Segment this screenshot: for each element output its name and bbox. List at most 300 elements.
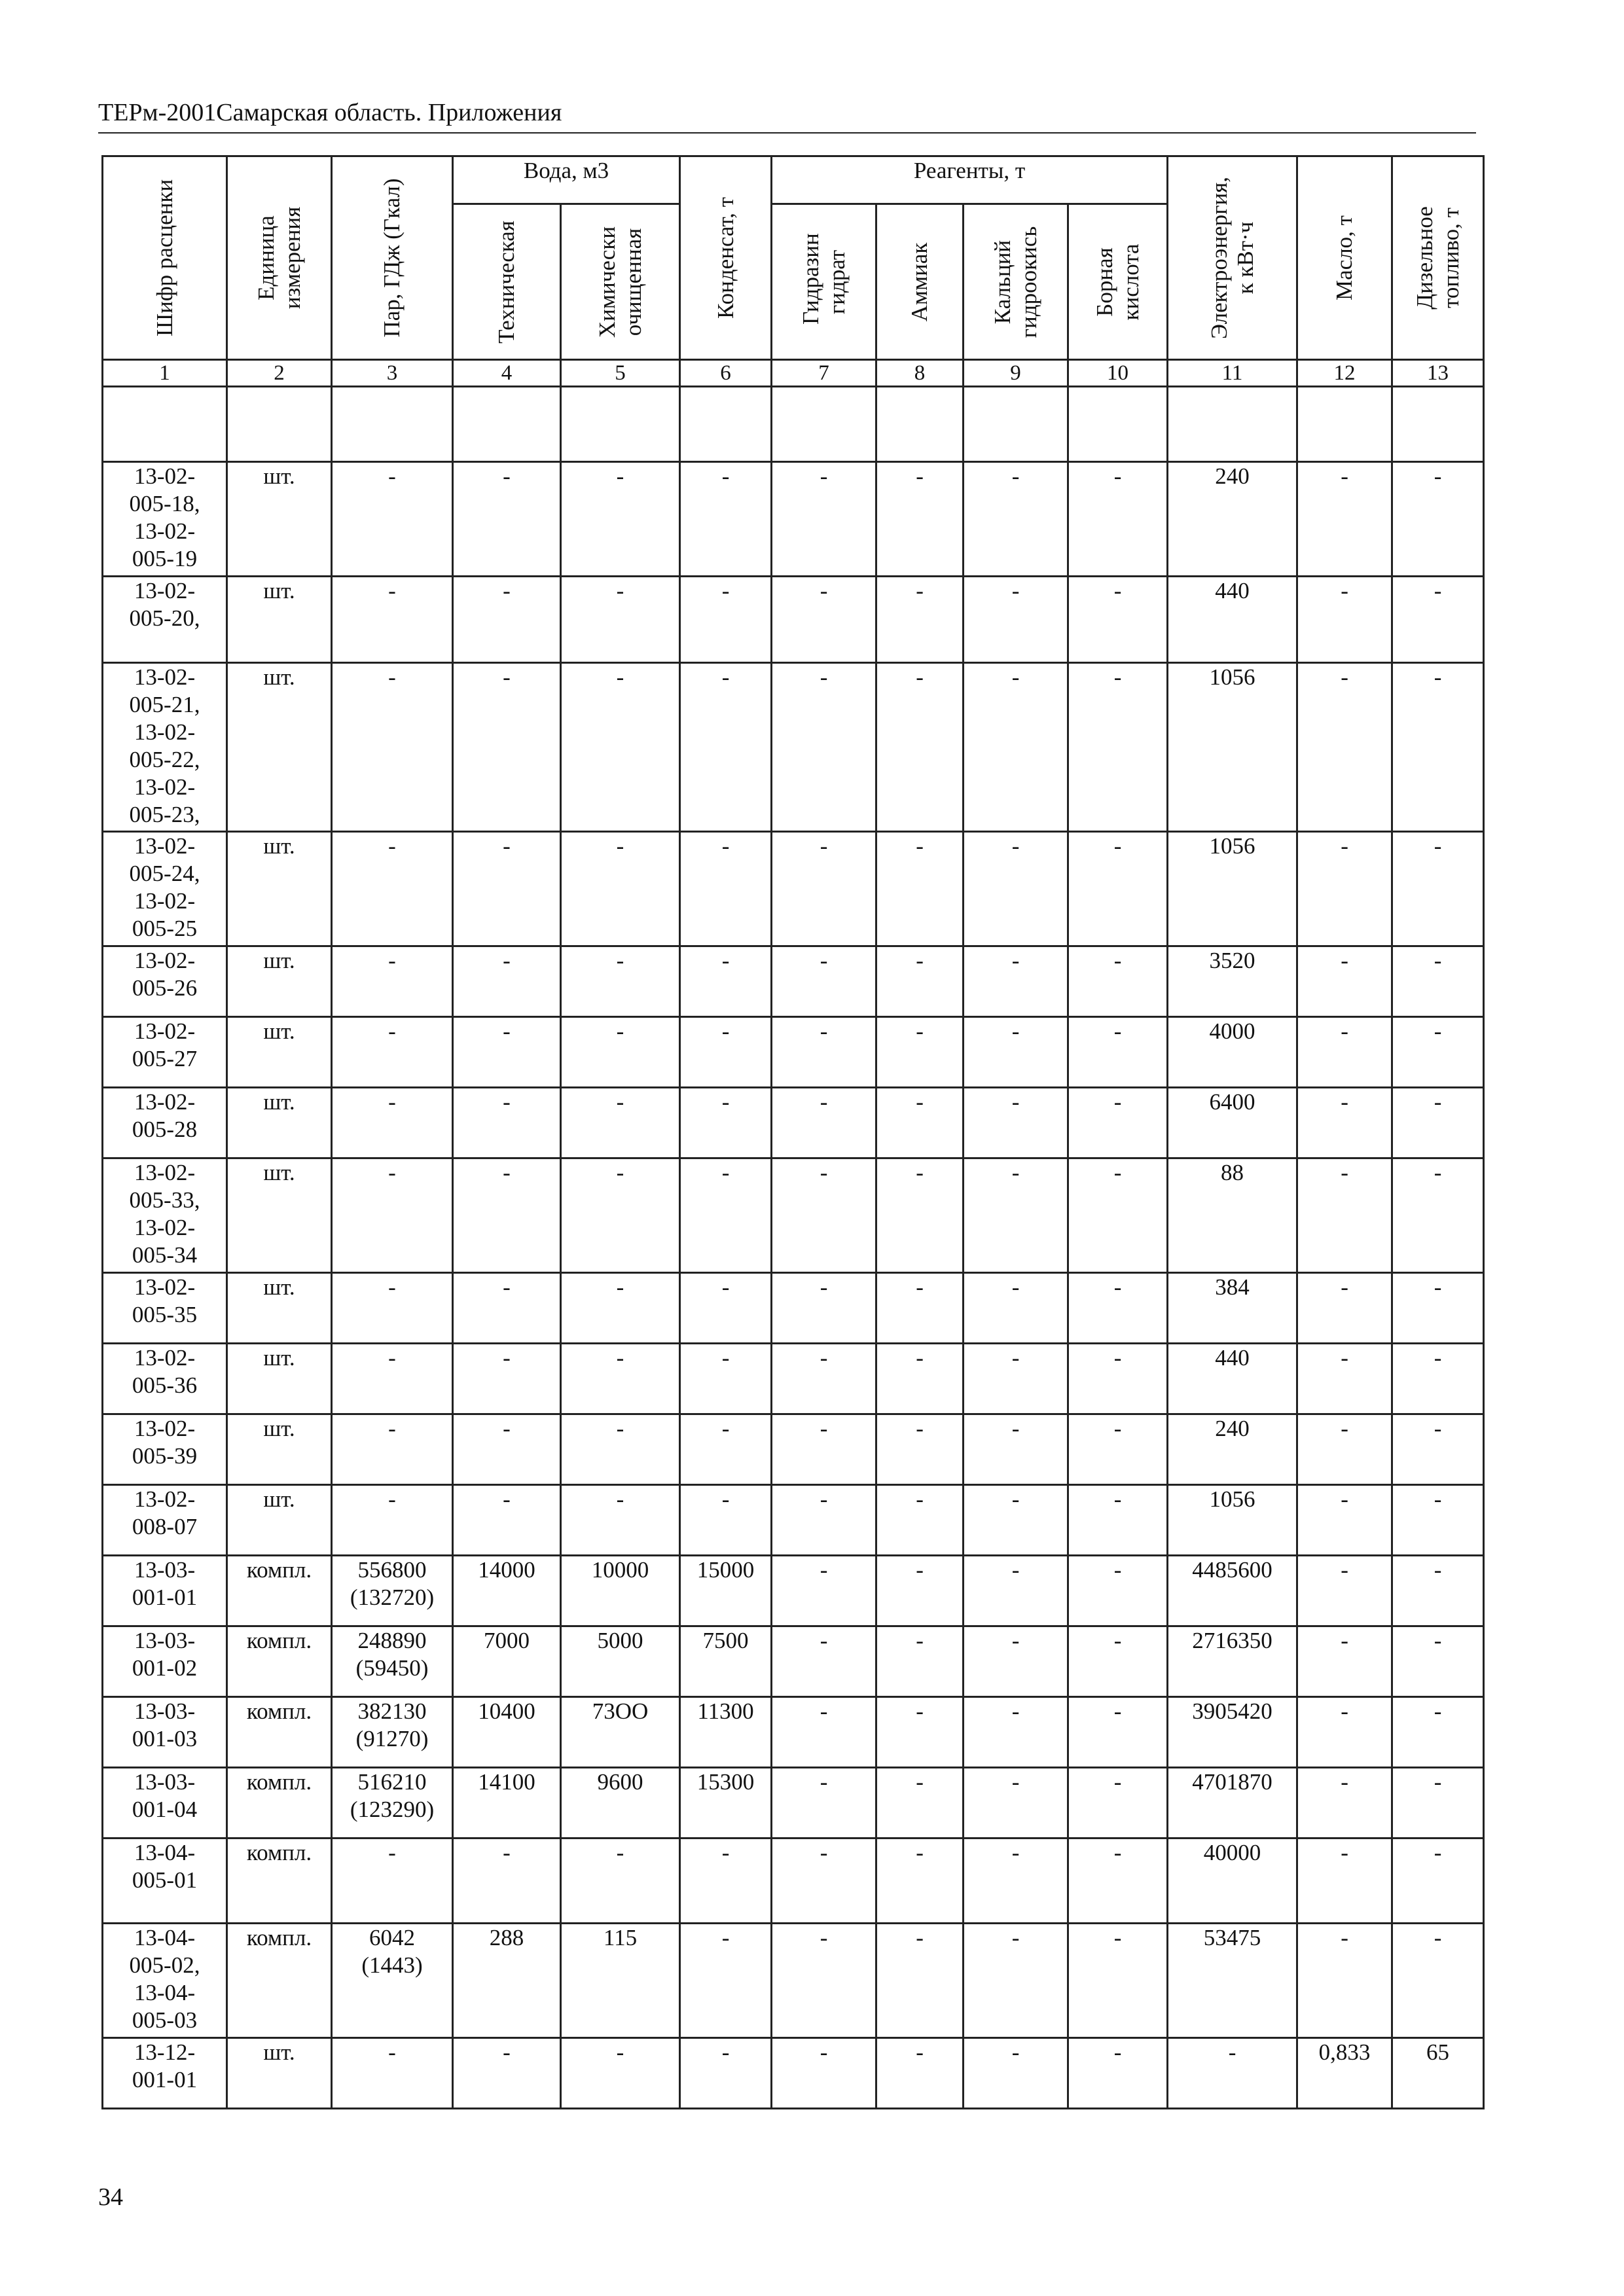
value-cell: 3520	[1168, 946, 1297, 1017]
value-cell: -	[772, 663, 876, 832]
column-number: 7	[772, 360, 876, 387]
value-cell: -	[1297, 577, 1392, 663]
header-voda-tech: Техническая	[453, 204, 561, 360]
header-kalciy: Кальций гидроокись	[964, 204, 1068, 360]
column-number: 8	[876, 360, 964, 387]
rate-code-cell	[103, 1839, 227, 1924]
header-gidrazin: Гидразин гидрат	[772, 204, 876, 360]
rate-code-line: 005-19	[132, 546, 198, 571]
table-row	[103, 663, 1484, 832]
value-cell: 14000	[453, 1556, 561, 1626]
value-cell: -	[680, 1839, 772, 1924]
value-cell: -	[453, 577, 561, 663]
value-cell: -	[876, 946, 964, 1017]
blank-cell	[453, 387, 561, 462]
value-cell: -	[453, 1017, 561, 1088]
value-cell: 7000	[453, 1626, 561, 1697]
header-electro: Электроэнергия, к кВт·ч	[1168, 156, 1297, 360]
rate-code-cell	[103, 1088, 227, 1158]
value-cell: -	[876, 832, 964, 946]
rate-code-cell	[103, 1556, 227, 1626]
value-cell: -	[680, 1017, 772, 1088]
rate-code-line: 13-02-	[134, 833, 196, 859]
value-cell: -	[876, 2038, 964, 2109]
value-cell: -	[1068, 663, 1168, 832]
value-cell: -	[1297, 663, 1392, 832]
header-unit: Единица измерения	[227, 156, 332, 360]
rate-code-line: 13-02-	[134, 518, 196, 544]
value-cell: -	[772, 1414, 876, 1485]
value-cell: 10000	[561, 1556, 680, 1626]
table-row	[103, 1626, 1484, 1697]
value-cell: -	[680, 663, 772, 832]
value-cell: -	[453, 462, 561, 577]
value-cell: 88	[1168, 1158, 1297, 1273]
value-cell: -	[561, 1485, 680, 1556]
value-cell: -	[772, 946, 876, 1017]
value-cell: 1056	[1168, 1485, 1297, 1556]
value-cell: -	[1392, 1414, 1484, 1485]
blank-cell	[332, 387, 453, 462]
value-cell: -	[1297, 1088, 1392, 1158]
value-cell: 516210 (123290)	[332, 1768, 453, 1839]
rate-code-cell	[103, 1158, 227, 1273]
value-cell: -	[876, 462, 964, 577]
value-cell: -	[964, 1697, 1068, 1768]
table-row	[103, 832, 1484, 946]
value-cell: -	[680, 1088, 772, 1158]
value-cell: 73ОО	[561, 1697, 680, 1768]
value-cell: -	[680, 577, 772, 663]
value-cell: -	[1297, 1626, 1392, 1697]
rate-code-cell	[103, 1414, 227, 1485]
table-row	[103, 1839, 1484, 1924]
value-cell: -	[772, 1017, 876, 1088]
blank-row	[103, 387, 1484, 462]
rate-code-line: 005-35	[132, 1302, 198, 1327]
value-cell: -	[332, 832, 453, 946]
rate-code-line: 13-02-	[134, 664, 196, 690]
value-cell: -	[1068, 1158, 1168, 1273]
value-cell: -	[1068, 1088, 1168, 1158]
rate-code-line: 005-24,	[129, 861, 200, 886]
header-bornaya: Борная кислота	[1068, 204, 1168, 360]
value-cell: -	[964, 1088, 1068, 1158]
value-cell: -	[1168, 2038, 1297, 2109]
value-cell: -	[1297, 1485, 1392, 1556]
value-cell: -	[332, 946, 453, 1017]
value-cell: 384	[1168, 1273, 1297, 1344]
value-cell: 15300	[680, 1768, 772, 1839]
rate-code-line: 13-02-	[134, 1215, 196, 1240]
rate-code-line: 005-33,	[129, 1187, 200, 1213]
value-cell: -	[1297, 1344, 1392, 1414]
value-cell: -	[561, 663, 680, 832]
value-cell: -	[680, 462, 772, 577]
value-cell: -	[964, 1273, 1068, 1344]
value-cell: -	[772, 832, 876, 946]
column-number: 5	[561, 360, 680, 387]
rate-code-line: 005-01	[132, 1867, 198, 1893]
value-cell: -	[964, 1485, 1068, 1556]
value-cell: -	[964, 1158, 1068, 1273]
rate-code-line: 005-39	[132, 1443, 198, 1469]
value-cell: -	[772, 1924, 876, 2038]
value-cell: -	[332, 1485, 453, 1556]
value-cell: -	[1392, 1017, 1484, 1088]
value-cell: -	[1392, 577, 1484, 663]
table-row	[103, 1414, 1484, 1485]
table-row	[103, 946, 1484, 1017]
rate-code-line: 13-03-	[134, 1557, 196, 1583]
column-numbers-row	[103, 360, 1484, 387]
value-cell: -	[453, 2038, 561, 2109]
value-cell: 14100	[453, 1768, 561, 1839]
value-cell: 65	[1392, 2038, 1484, 2109]
value-cell: -	[332, 1344, 453, 1414]
unit-cell: шт.	[227, 946, 332, 1017]
value-cell: 2716350	[1168, 1626, 1297, 1697]
value-cell: -	[453, 1088, 561, 1158]
value-cell: -	[964, 946, 1068, 1017]
rate-code-cell	[103, 577, 227, 663]
value-cell: -	[453, 1839, 561, 1924]
value-cell: -	[876, 1768, 964, 1839]
rate-code-line: 005-25	[132, 916, 198, 941]
unit-cell: шт.	[227, 462, 332, 577]
header-voda: Вода, м3	[453, 156, 680, 204]
value-cell: -	[561, 462, 680, 577]
value-cell: 248890 (59450)	[332, 1626, 453, 1697]
value-cell: -	[772, 1556, 876, 1626]
value-cell: -	[1068, 1414, 1168, 1485]
value-cell: -	[561, 1344, 680, 1414]
value-cell: -	[1068, 462, 1168, 577]
unit-cell: компл.	[227, 1924, 332, 2038]
value-cell: -	[561, 946, 680, 1017]
blank-cell	[964, 387, 1068, 462]
table-row	[103, 1768, 1484, 1839]
header-par: Пар, ГДж (Гкал)	[332, 156, 453, 360]
value-cell: -	[876, 1344, 964, 1414]
resource-table	[101, 155, 1485, 2109]
value-cell: -	[1392, 1088, 1484, 1158]
value-cell: -	[1297, 1158, 1392, 1273]
value-cell: -	[772, 1768, 876, 1839]
table-row	[103, 1924, 1484, 2038]
value-cell: -	[561, 577, 680, 663]
value-cell: -	[332, 1273, 453, 1344]
unit-cell: компл.	[227, 1839, 332, 1924]
column-number: 2	[227, 360, 332, 387]
rate-code-line: 005-28	[132, 1117, 198, 1142]
rate-code-line: 005-27	[132, 1046, 198, 1071]
rate-code-line: 008-07	[132, 1514, 198, 1539]
page-header-title: ТЕРм-2001Самарская область. Приложения	[98, 99, 562, 126]
value-cell: -	[332, 1158, 453, 1273]
rate-code-line: 13-02-	[134, 463, 196, 489]
table-row	[103, 2038, 1484, 2109]
value-cell: -	[964, 1344, 1068, 1414]
unit-cell: шт.	[227, 577, 332, 663]
rate-code-line: 13-02-	[134, 1486, 196, 1512]
value-cell: -	[772, 577, 876, 663]
value-cell: -	[1068, 1556, 1168, 1626]
value-cell: 3905420	[1168, 1697, 1297, 1768]
value-cell: -	[772, 1158, 876, 1273]
value-cell: -	[1392, 1626, 1484, 1697]
value-cell: -	[964, 1414, 1068, 1485]
rate-code-line: 13-02-	[134, 578, 196, 603]
value-cell: -	[1068, 1273, 1168, 1344]
value-cell: -	[1068, 832, 1168, 946]
value-cell: -	[561, 832, 680, 946]
rate-code-line: 001-01	[132, 1585, 198, 1610]
rate-code-line: 001-02	[132, 1655, 198, 1681]
unit-cell: шт.	[227, 1273, 332, 1344]
value-cell: -	[1392, 1768, 1484, 1839]
value-cell: -	[964, 1626, 1068, 1697]
rate-code-line: 005-23,	[129, 802, 200, 827]
value-cell: 556800 (132720)	[332, 1556, 453, 1626]
value-cell: -	[964, 1839, 1068, 1924]
value-cell: -	[453, 1485, 561, 1556]
column-number: 13	[1392, 360, 1484, 387]
value-cell: -	[964, 462, 1068, 577]
value-cell: 440	[1168, 1344, 1297, 1414]
header-shifr: Шифр расценки	[103, 156, 227, 360]
value-cell: -	[332, 577, 453, 663]
value-cell: 9600	[561, 1768, 680, 1839]
rate-code-line: 13-02-	[134, 1416, 196, 1441]
value-cell: -	[561, 1414, 680, 1485]
value-cell: -	[772, 1088, 876, 1158]
header-ammiak: Аммиак	[876, 204, 964, 360]
value-cell: 40000	[1168, 1839, 1297, 1924]
rate-code-line: 13-02-	[134, 719, 196, 745]
rate-code-line: 13-12-	[134, 2039, 196, 2065]
table-row	[103, 1017, 1484, 1088]
page-header	[98, 98, 1476, 134]
rate-code-cell	[103, 1626, 227, 1697]
value-cell: -	[561, 1839, 680, 1924]
blank-cell	[561, 387, 680, 462]
value-cell: -	[876, 1158, 964, 1273]
header-kondensat: Конденсат, т	[680, 156, 772, 360]
value-cell: -	[453, 1344, 561, 1414]
blank-cell	[1392, 387, 1484, 462]
value-cell: 10400	[453, 1697, 561, 1768]
value-cell: -	[453, 1158, 561, 1273]
rate-code-line: 005-26	[132, 975, 198, 1001]
rate-code-cell	[103, 1485, 227, 1556]
value-cell: -	[772, 1485, 876, 1556]
rate-code-line: 13-02-	[134, 774, 196, 800]
value-cell: -	[876, 663, 964, 832]
value-cell: 1056	[1168, 663, 1297, 832]
value-cell: 4701870	[1168, 1768, 1297, 1839]
rate-code-line: 13-03-	[134, 1628, 196, 1653]
value-cell: -	[876, 1017, 964, 1088]
value-cell: -	[964, 663, 1068, 832]
value-cell: -	[1068, 1017, 1168, 1088]
table-row	[103, 1485, 1484, 1556]
unit-cell: шт.	[227, 663, 332, 832]
blank-cell	[772, 387, 876, 462]
column-number: 11	[1168, 360, 1297, 387]
value-cell: -	[876, 1088, 964, 1158]
value-cell: -	[680, 1485, 772, 1556]
rate-code-line: 13-02-	[134, 948, 196, 973]
value-cell: -	[680, 1158, 772, 1273]
unit-cell: компл.	[227, 1626, 332, 1697]
value-cell: -	[561, 1017, 680, 1088]
value-cell: -	[772, 1697, 876, 1768]
column-number: 6	[680, 360, 772, 387]
value-cell: -	[332, 1414, 453, 1485]
value-cell: -	[1068, 1697, 1168, 1768]
rate-code-line: 13-04-	[134, 1980, 196, 2005]
value-cell: 115	[561, 1924, 680, 2038]
value-cell: 1056	[1168, 832, 1297, 946]
value-cell: 440	[1168, 577, 1297, 663]
rate-code-cell	[103, 1697, 227, 1768]
table-body	[103, 360, 1484, 2109]
value-cell: -	[876, 1485, 964, 1556]
value-cell: -	[332, 2038, 453, 2109]
blank-cell	[1168, 387, 1297, 462]
value-cell: -	[680, 1344, 772, 1414]
rate-code-line: 005-21,	[129, 692, 200, 717]
rate-code-line: 13-02-	[134, 1274, 196, 1300]
column-number: 10	[1068, 360, 1168, 387]
table-row	[103, 462, 1484, 577]
value-cell: -	[1068, 2038, 1168, 2109]
value-cell: -	[1392, 1344, 1484, 1414]
value-cell: 6042 (1443)	[332, 1924, 453, 2038]
rate-code-line: 005-34	[132, 1242, 198, 1268]
value-cell: -	[453, 832, 561, 946]
value-cell: -	[1297, 1697, 1392, 1768]
value-cell: -	[1297, 1924, 1392, 2038]
value-cell: -	[1297, 832, 1392, 946]
value-cell: -	[1297, 462, 1392, 577]
value-cell: -	[1392, 946, 1484, 1017]
value-cell: -	[772, 1626, 876, 1697]
value-cell: -	[561, 1158, 680, 1273]
value-cell: -	[561, 1088, 680, 1158]
value-cell: -	[1068, 1924, 1168, 2038]
header-dizel: Дизельное топливо, т	[1392, 156, 1484, 360]
blank-cell	[227, 387, 332, 462]
value-cell: -	[876, 1839, 964, 1924]
rate-code-line: 13-02-	[134, 1018, 196, 1044]
column-number: 9	[964, 360, 1068, 387]
value-cell: -	[876, 1924, 964, 2038]
value-cell: -	[772, 1344, 876, 1414]
value-cell: 240	[1168, 462, 1297, 577]
rate-code-cell	[103, 1344, 227, 1414]
rate-code-line: 13-04-	[134, 1925, 196, 1950]
value-cell: -	[1392, 1158, 1484, 1273]
blank-cell	[1297, 387, 1392, 462]
value-cell: -	[332, 1017, 453, 1088]
value-cell: -	[964, 832, 1068, 946]
rate-code-line: 13-03-	[134, 1698, 196, 1724]
value-cell: -	[680, 1273, 772, 1344]
value-cell: -	[1297, 1556, 1392, 1626]
rate-code-line: 13-02-	[134, 1160, 196, 1185]
value-cell: -	[964, 1768, 1068, 1839]
value-cell: -	[453, 1273, 561, 1344]
unit-cell: шт.	[227, 1414, 332, 1485]
rate-code-cell	[103, 462, 227, 577]
value-cell: -	[561, 2038, 680, 2109]
value-cell: -	[1392, 832, 1484, 946]
value-cell: 382130 (91270)	[332, 1697, 453, 1768]
value-cell: -	[876, 1414, 964, 1485]
header-maslo: Масло, т	[1297, 156, 1392, 360]
value-cell: 6400	[1168, 1088, 1297, 1158]
value-cell: 288	[453, 1924, 561, 2038]
value-cell: -	[1297, 1273, 1392, 1344]
value-cell: 15000	[680, 1556, 772, 1626]
value-cell: -	[1068, 946, 1168, 1017]
value-cell: -	[1297, 1839, 1392, 1924]
value-cell: -	[964, 2038, 1068, 2109]
value-cell: -	[964, 1556, 1068, 1626]
rate-code-line: 13-02-	[134, 888, 196, 914]
value-cell: -	[1392, 1924, 1484, 2038]
value-cell: -	[964, 1017, 1068, 1088]
value-cell: -	[1297, 1768, 1392, 1839]
rate-code-line: 001-01	[132, 2067, 198, 2092]
value-cell: -	[1068, 577, 1168, 663]
value-cell: -	[1392, 663, 1484, 832]
rate-code-line: 001-03	[132, 1726, 198, 1751]
value-cell: -	[1392, 1273, 1484, 1344]
page-number: 34	[98, 2183, 123, 2211]
value-cell: 5000	[561, 1626, 680, 1697]
table-row	[103, 1088, 1484, 1158]
rate-code-cell	[103, 832, 227, 946]
header-reagenty: Реагенты, т	[772, 156, 1168, 204]
value-cell: 4000	[1168, 1017, 1297, 1088]
value-cell: -	[1068, 1485, 1168, 1556]
value-cell: -	[1297, 1414, 1392, 1485]
column-number: 3	[332, 360, 453, 387]
value-cell: -	[680, 1414, 772, 1485]
value-cell: -	[1068, 1839, 1168, 1924]
rate-code-cell	[103, 1768, 227, 1839]
unit-cell: компл.	[227, 1556, 332, 1626]
value-cell: -	[680, 832, 772, 946]
rate-code-cell	[103, 1273, 227, 1344]
value-cell: -	[1297, 946, 1392, 1017]
value-cell: -	[876, 1697, 964, 1768]
value-cell: -	[1392, 1839, 1484, 1924]
value-cell: -	[1068, 1768, 1168, 1839]
rate-code-line: 13-02-	[134, 1345, 196, 1371]
value-cell: 0,833	[1297, 2038, 1392, 2109]
rate-code-cell	[103, 946, 227, 1017]
rate-code-cell	[103, 2038, 227, 2109]
unit-cell: компл.	[227, 1697, 332, 1768]
value-cell: 240	[1168, 1414, 1297, 1485]
value-cell: 53475	[1168, 1924, 1297, 2038]
value-cell: -	[1068, 1344, 1168, 1414]
table-header	[103, 156, 1484, 360]
